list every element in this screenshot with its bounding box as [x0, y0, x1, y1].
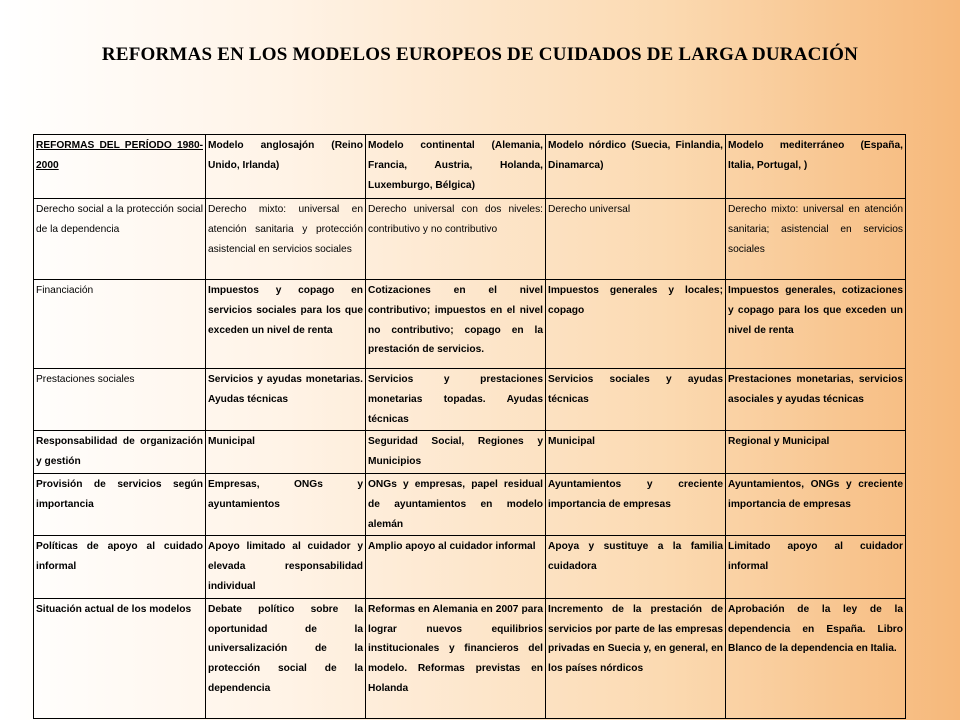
header-cell-nordico: Modelo nórdico (Suecia, Finlandia, Dinamarca) — [546, 135, 726, 199]
table-cell: Servicios y ayudas monetarias. Ayudas técnicas — [206, 369, 366, 431]
row-label: Financiación — [34, 280, 206, 369]
table-cell: Cotizaciones en el nivel contributivo; impuestos en el nivel no contributivo; copago en la prestación de servicios. — [366, 280, 546, 369]
table-cell: Derecho mixto: universal en atención sanitaria; asistencial en servicios sociales — [726, 199, 906, 280]
page-title: REFORMAS EN LOS MODELOS EUROPEOS DE CUIDADOS DE LARGA DURACIÓN — [101, 44, 859, 65]
table-cell: Impuestos generales y locales; copago — [546, 280, 726, 369]
table-row — [34, 369, 906, 431]
table-cell: Impuestos generales, cotizaciones y copago para los que exceden un nivel de renta — [726, 280, 906, 369]
header-cell-mediterraneo: Modelo mediterráneo (España, Italia, Portugal, ) — [726, 135, 906, 199]
table-cell: Amplio apoyo al cuidador informal — [366, 536, 546, 598]
table-cell: Municipal — [546, 431, 726, 474]
table-cell: Empresas, ONGs y ayuntamientos — [206, 473, 366, 535]
table-cell: Ayuntamientos y creciente importancia de empresas — [546, 473, 726, 535]
table-cell: Aprobación de la ley de la dependencia en España. Libro Blanco de la dependencia en Italia. — [726, 598, 906, 718]
header-cell-period: REFORMAS DEL PERÍODO 1980-2000 — [34, 135, 206, 199]
row-label: Prestaciones sociales — [34, 369, 206, 431]
header-cell-continental: Modelo continental (Alemania, Francia, Austria, Holanda, Luxemburgo, Bélgica) — [366, 135, 546, 199]
row-label: Provisión de servicios según importancia — [34, 473, 206, 535]
table-cell: Ayuntamientos, ONGs y creciente importancia de empresas — [726, 473, 906, 535]
table-row — [34, 199, 906, 280]
table-cell: Regional y Municipal — [726, 431, 906, 474]
table-row — [34, 473, 906, 535]
row-label: Derecho social a la protección social de la dependencia — [34, 199, 206, 280]
table-cell: Servicios sociales y ayudas técnicas — [546, 369, 726, 431]
table-cell: Limitado apoyo al cuidador informal — [726, 536, 906, 598]
table-cell: Debate político sobre la oportunidad de la universalización de la protección social de la dependencia — [206, 598, 366, 718]
table-cell: Apoya y sustituye a la familia cuidadora — [546, 536, 726, 598]
row-label: Responsabilidad de organización y gestión — [34, 431, 206, 474]
table-cell: Seguridad Social, Regiones y Municipios — [366, 431, 546, 474]
table-cell: Derecho mixto: universal en atención sanitaria y protección asistencial en servicios sociales — [206, 199, 366, 280]
row-label: Situación actual de los modelos — [34, 598, 206, 718]
table-cell: Reformas en Alemania en 2007 para lograr nuevos equilibrios institucionales y financieros del modelo. Reformas previstas en Holanda — [366, 598, 546, 718]
table-cell: Apoyo limitado al cuidador y elevada responsabilidad individual — [206, 536, 366, 598]
table-cell: Prestaciones monetarias, servicios asociales y ayudas técnicas — [726, 369, 906, 431]
table-cell: Impuestos y copago en servicios sociales para los que exceden un nivel de renta — [206, 280, 366, 369]
table-row — [34, 431, 906, 474]
table-cell: Municipal — [206, 431, 366, 474]
table-row — [34, 280, 906, 369]
row-label: Políticas de apoyo al cuidado informal — [34, 536, 206, 598]
table-cell: Servicios y prestaciones monetarias topadas. Ayudas técnicas — [366, 369, 546, 431]
table-row — [34, 536, 906, 598]
table-cell: Derecho universal — [546, 199, 726, 280]
table-header-row — [34, 135, 906, 199]
reforms-table — [33, 134, 906, 719]
header-cell-anglosajon: Modelo anglosajón (Reino Unido, Irlanda) — [206, 135, 366, 199]
table-cell: ONGs y empresas, papel residual de ayuntamientos en modelo alemán — [366, 473, 546, 535]
table-cell: Derecho universal con dos niveles: contributivo y no contributivo — [366, 199, 546, 280]
table-cell: Incremento de la prestación de servicios por parte de las empresas privadas en Suecia y, en general, en los países nórdicos — [546, 598, 726, 718]
table-row — [34, 598, 906, 718]
